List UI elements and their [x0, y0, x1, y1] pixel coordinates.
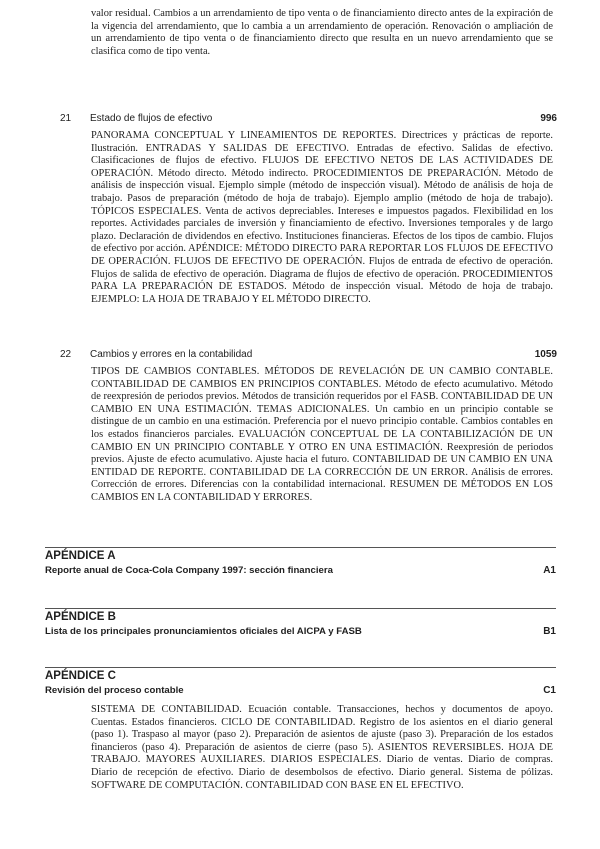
intro-paragraph: valor residual. Cambios a un arrendamiento de tipo venta o de financiamiento directo antes de la expiración de la vigencia del arrendamiento, que lo cambia a un arrendamiento de operación. Renovación o ampliación de un arrendamiento de tipo venta o de financiamiento directo que resulta en un nuevo arrendamiento que se clasifica como de tipo venta.	[91, 8, 553, 57]
chapter-22-heading[interactable]	[60, 349, 557, 363]
chapter-21-heading[interactable]	[60, 113, 557, 127]
appendix-label: APÉNDICE A	[45, 550, 116, 562]
divider	[45, 608, 556, 609]
divider	[45, 547, 556, 548]
appendix-title: Lista de los principales pronunciamientos oficiales del AICPA y FASB	[45, 626, 362, 637]
chapter-title: Cambios y errores en la contabilidad	[90, 349, 253, 360]
appendix-label: APÉNDICE B	[45, 611, 116, 623]
appendix-title: Reporte anual de Coca-Cola Company 1997: sección financiera	[45, 565, 333, 576]
chapter-page: 996	[540, 113, 557, 124]
chapter-page: 1059	[534, 349, 557, 360]
appendix-page: C1	[543, 685, 556, 696]
chapter-21-contents: PANORAMA CONCEPTUAL Y LINEAMIENTOS DE REPORTES. Directrices y prácticas de reporte. Ilustración. ENTRADAS Y SALIDAS DE EFECTIVO. Entradas de efectivo. Salidas de efectivo. Clasificaciones de flujos de efectivo. FLUJOS DE EFECTIVO NETOS DE LAS ACTIVIDADES DE OPERACIÓN. Método directo. Método indirecto. PROCEDIMIENTOS DE PREPARACIÓN. Método de análisis de inspección visual. Ejemplo simple (método de inspección visual). Método de análisis de hoja de trabajo. Pasos de preparación (método de hoja de trabajo). Ejemplo amplio (método de hoja de trabajo). TÓPICOS ESPECIALES. Venta de activos depreciables. Intereses e impuestos pagados. Flexibilidad en los reportes. Actividades parciales de inversión y financiamiento de efectivo. Inversiones temporales y de largo plazo. Declaración de dividendos en efectivo. Instituciones financieras. Efectos de los tipos de cambio. Flujos de efectivo por acción. APÉNDICE: MÉTODO DIRECTO PARA REPORTAR LOS FLUJOS DE EFECTIVO DE OPERACIÓN. FLUJOS DE EFECTIVO DE OPERACIÓN. Flujos de entrada de efectivo de operación. Flujos de salida de efectivo de operación. Diagrama de flujos de efectivo de operación. PROCEDIMIENTOS PARA LA PREPARACIÓN DE ESTADOS. Método de inspección visual. Método de hoja de trabajo. EJEMPLO: LA HOJA DE TRABAJO Y EL MÉTODO DIRECTO.	[91, 130, 553, 305]
appendix-page: B1	[543, 626, 556, 637]
chapter-number: 22	[60, 349, 72, 360]
chapter-number: 21	[60, 113, 72, 124]
chapter-22-contents: TIPOS DE CAMBIOS CONTABLES. MÉTODOS DE REVELACIÓN DE UN CAMBIO CONTABLE. CONTABILIDAD DE CAMBIOS EN PRINCIPIOS CONTABLES. Método de efecto acumulativo. Método de reexpresión de periodos previos. Métodos de transición requeridos por el FASB. CONTABILIDAD DE UN CAMBIO EN UNA ESTIMACIÓN. TEMAS ADICIONALES. Un cambio en un principio contable se distingue de un cambio en una estimación. Preferencia por el nuevo principio contable. Cambios contables en los estados financieros parciales. EVALUACIÓN CONCEPTUAL DE LA CONTABILIZACIÓN DE UN CAMBIO EN UN PRINCIPIO CONTABLE Y OTRO EN UNA ESTIMACIÓN. Reexpresión de periodos previos. Ajuste de efecto acumulativo. Ajuste hacia el futuro. CONTABILIDAD DE UN CAMBIO EN UNA ENTIDAD DE REPORTE. CONTABILIDAD DE LA CORRECCIÓN DE UN ERROR. Análisis de errores. Corrección de errores. Diferencias con la contabilidad internacional. RESUMEN DE MÉTODOS EN LOS CAMBIOS EN LA CONTABILIDAD Y ERRORES.	[91, 366, 553, 503]
appendix-c-contents: SISTEMA DE CONTABILIDAD. Ecuación contable. Transacciones, hechos y documentos de apoyo. Cuentas. Estados financieros. CICLO DE CONTABILIDAD. Registro de los asientos en el diario general (paso 1). Traspaso al mayor (paso 2). Preparación de asientos de ajuste (paso 3). Preparación de los estados financieros (paso 4). Preparación de asientos de cierre (paso 5). ASIENTOS REVERSIBLES. HOJA DE TRABAJO. MAYORES AUXILIARES. DIARIOS ESPECIALES. Diario de ventas. Diario de compras. Diario de recepción de efectivo. Diario de desembolsos de efectivo. Diario general. Sistema de pólizas. SOFTWARE DE COMPUTACIÓN. CONTABILIDAD CON BASE EN EL EFECTIVO.	[91, 704, 553, 791]
chapter-title: Estado de flujos de efectivo	[90, 113, 213, 124]
appendix-title: Revisión del proceso contable	[45, 685, 184, 696]
appendix-label: APÉNDICE C	[45, 670, 116, 682]
divider	[45, 667, 556, 668]
appendix-page: A1	[543, 565, 556, 576]
